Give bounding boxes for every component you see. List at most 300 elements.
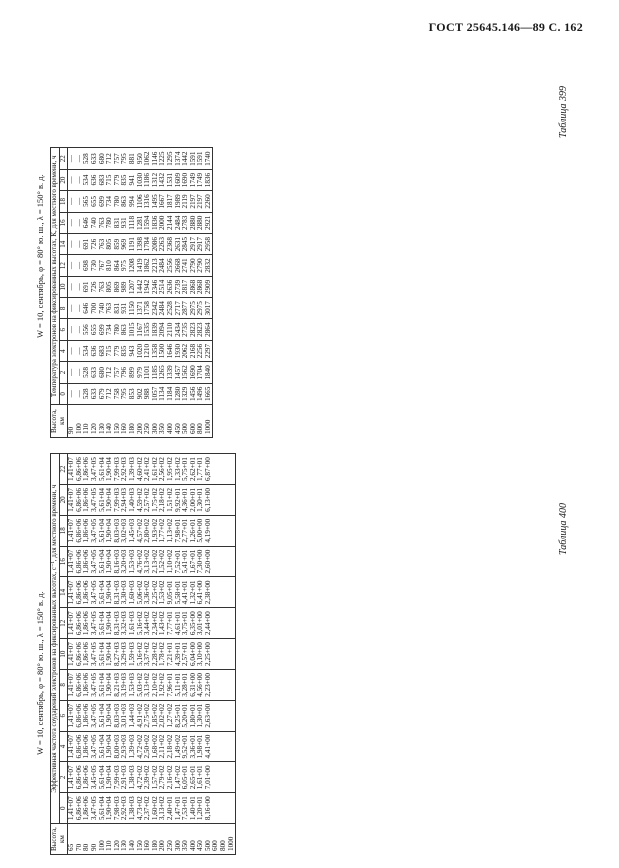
data-cell: 3,47+05 bbox=[89, 734, 98, 759]
data-cell: 636 bbox=[89, 345, 98, 357]
data-cell: 1704 bbox=[196, 365, 205, 380]
data-cell: 1,90+04 bbox=[105, 549, 114, 574]
data-cell: 740 bbox=[89, 217, 98, 229]
data-cell: 528 bbox=[82, 388, 91, 400]
data-cell: 1,77+02 bbox=[158, 518, 167, 543]
data-column bbox=[68, 212, 213, 233]
data-cell: 691 bbox=[82, 238, 91, 250]
data-column bbox=[68, 608, 236, 639]
data-cell: 835 bbox=[120, 345, 129, 357]
column-header: 2 bbox=[59, 362, 68, 383]
data-cell: 7,96+01 bbox=[165, 672, 174, 697]
data-cell: 1015 bbox=[127, 322, 136, 337]
data-cell: — bbox=[67, 304, 76, 312]
data-cell: 1,95+02 bbox=[165, 457, 174, 481]
data-cell: 3,36+01 bbox=[188, 734, 197, 759]
data-cell: 2342 bbox=[150, 301, 159, 316]
data-cell: 3,32+03 bbox=[120, 611, 129, 636]
data-cell: 1531 bbox=[165, 172, 174, 188]
data-cell: 2297 bbox=[203, 343, 212, 359]
data-cell: 680 bbox=[97, 367, 106, 378]
data-cell: 2,91+03 bbox=[120, 765, 129, 790]
data-cell: 2823 bbox=[188, 322, 197, 337]
column-header: 4 bbox=[59, 340, 68, 361]
data-cell: 2,77+01 bbox=[181, 518, 190, 543]
data-cell: 1,86+06 bbox=[82, 734, 91, 759]
data-cell: 7,52+01 bbox=[173, 549, 182, 574]
data-cell: — bbox=[74, 347, 83, 355]
data-cell: 655 bbox=[89, 196, 98, 207]
data-cell: 1817 bbox=[165, 194, 174, 209]
column-header: 18 bbox=[59, 515, 68, 546]
column-header: 22 bbox=[59, 148, 68, 169]
data-cell: 1432 bbox=[158, 172, 167, 188]
data-cell: 5,03+02 bbox=[135, 672, 144, 697]
data-cell: 7,99+03 bbox=[112, 488, 121, 512]
data-cell: — bbox=[67, 347, 76, 355]
data-cell: 4,73+02 bbox=[135, 796, 144, 821]
data-cell: 1,39+03 bbox=[127, 457, 136, 481]
data-cell: 975 bbox=[120, 260, 129, 271]
table-400-title: W = 10, сентябрь, φ = 80° ю. ш., λ = 150° в. д. bbox=[35, 591, 45, 755]
data-cell: 6,86+06 bbox=[74, 734, 83, 759]
data-column bbox=[68, 669, 236, 700]
data-cell: 556 bbox=[82, 324, 91, 336]
data-cell: 864 bbox=[112, 260, 121, 271]
table-400-wrapper bbox=[50, 453, 236, 855]
data-cell: 1456 bbox=[188, 386, 197, 401]
data-cell: 1442 bbox=[135, 279, 144, 295]
data-cell: 3,20+03 bbox=[120, 549, 129, 574]
height-cell: 300 bbox=[173, 840, 182, 851]
data-column bbox=[68, 577, 236, 608]
row-header-cell: Высота, км bbox=[51, 824, 68, 855]
data-cell: 902 bbox=[135, 388, 144, 400]
data-cell: 1442 bbox=[181, 151, 190, 166]
column-header: 4 bbox=[59, 731, 68, 762]
data-cell: 1594 bbox=[143, 215, 152, 230]
data-cell: 863 bbox=[120, 196, 129, 207]
data-cell: 2739 bbox=[173, 279, 182, 295]
data-cell: 1,33+02 bbox=[173, 457, 182, 481]
data-column bbox=[68, 793, 236, 824]
data-cell: 2,28+02 bbox=[150, 642, 159, 666]
data-cell: 1690 bbox=[181, 172, 190, 188]
data-cell: 805 bbox=[105, 238, 114, 250]
data-cell: 2000 bbox=[158, 215, 167, 230]
data-cell: 2880 bbox=[196, 215, 205, 230]
data-cell: 2,13+02 bbox=[150, 549, 159, 574]
data-column bbox=[68, 340, 213, 361]
data-cell: 863 bbox=[120, 324, 129, 336]
data-cell: 1,40+03 bbox=[127, 488, 136, 512]
data-cell: 712 bbox=[105, 153, 114, 165]
data-cell: 1184 bbox=[165, 386, 174, 401]
data-cell: 2434 bbox=[173, 322, 182, 337]
data-cell: 4,59+02 bbox=[135, 488, 144, 512]
height-cell: 160 bbox=[143, 840, 152, 851]
data-cell: 646 bbox=[82, 302, 91, 314]
data-cell: 1,75+02 bbox=[150, 488, 159, 512]
column-header: 8 bbox=[59, 298, 68, 319]
data-cell: 528 bbox=[82, 367, 91, 378]
data-cell: 1210 bbox=[143, 343, 152, 359]
data-cell: — bbox=[67, 390, 76, 398]
data-cell: 5,61+04 bbox=[97, 642, 106, 666]
data-cell: 4,91+02 bbox=[135, 703, 144, 728]
data-cell: 2,34+02 bbox=[150, 611, 159, 636]
data-cell: 1,86+06 bbox=[82, 457, 91, 481]
data-cell: 869 bbox=[112, 281, 121, 293]
data-cell: 1989 bbox=[173, 194, 182, 209]
data-cell: 1,86+06 bbox=[82, 672, 91, 697]
data-cell: 5,61+04 bbox=[97, 611, 106, 636]
data-cell: 740 bbox=[97, 302, 106, 314]
data-cell: 1,27+02 bbox=[165, 703, 174, 728]
data-cell: 7,53+01 bbox=[181, 796, 190, 821]
height-cell: 400 bbox=[165, 423, 174, 434]
data-cell: 1057 bbox=[150, 386, 159, 401]
data-cell: 780 bbox=[112, 324, 121, 336]
data-cell: 2845 bbox=[181, 237, 190, 252]
height-cell: 800 bbox=[196, 423, 205, 434]
data-cell: 3,01+03 bbox=[120, 703, 129, 728]
data-cell: 1185 bbox=[150, 365, 159, 380]
column-header: 6 bbox=[59, 319, 68, 340]
data-cell: 2790 bbox=[196, 258, 205, 273]
data-cell: 757 bbox=[112, 153, 121, 165]
data-cell: 1419 bbox=[135, 258, 144, 273]
data-cell: 1,53+02 bbox=[158, 580, 167, 605]
data-cell: 1,86+06 bbox=[82, 642, 91, 666]
data-cell: 2975 bbox=[196, 301, 205, 316]
data-column bbox=[68, 362, 213, 383]
data-column bbox=[68, 700, 236, 731]
data-cell: 4,36+01 bbox=[181, 488, 190, 512]
data-cell: 7,30+00 bbox=[196, 549, 205, 574]
data-cell: — bbox=[67, 368, 76, 377]
data-cell: 1784 bbox=[143, 237, 152, 252]
data-cell: 2790 bbox=[188, 258, 197, 273]
column-header: 12 bbox=[59, 255, 68, 276]
data-cell: 2735 bbox=[181, 322, 190, 337]
data-cell: 988 bbox=[143, 388, 152, 400]
data-cell: 1,60+03 bbox=[127, 580, 136, 605]
column-header: 16 bbox=[59, 546, 68, 577]
data-cell: 6,86+06 bbox=[74, 642, 83, 666]
data-cell: 5,16+02 bbox=[135, 611, 144, 636]
data-cell: 5,61+04 bbox=[97, 549, 106, 574]
data-cell: 1150 bbox=[127, 301, 136, 316]
column-header: 12 bbox=[59, 608, 68, 639]
data-cell: 1667 bbox=[158, 194, 167, 209]
data-cell: 6,05+01 bbox=[181, 765, 190, 790]
data-cell: 1,38+03 bbox=[127, 796, 136, 821]
data-cell: 3,13+02 bbox=[143, 549, 152, 574]
data-cell: 795 bbox=[120, 388, 129, 400]
data-cell: 763 bbox=[97, 217, 106, 229]
data-cell: 1562 bbox=[181, 365, 190, 380]
data-cell: 2921 bbox=[203, 215, 212, 230]
data-cell: 6,31+00 bbox=[188, 672, 197, 697]
data-cell: 1758 bbox=[143, 301, 152, 316]
data-cell: 1836 bbox=[203, 172, 212, 188]
data-cell: 2817 bbox=[181, 279, 190, 295]
height-cell: 100 bbox=[97, 840, 106, 851]
data-cell: 646 bbox=[82, 217, 91, 229]
data-cell: 1281 bbox=[135, 215, 144, 230]
data-cell: 1,41+07 bbox=[67, 518, 76, 543]
data-cell: 7,01+00 bbox=[203, 765, 212, 790]
column-header: 0 bbox=[59, 793, 68, 824]
data-cell: 7,21+01 bbox=[165, 642, 174, 666]
data-cell: 734 bbox=[105, 324, 114, 336]
height-cell: 160 bbox=[120, 423, 129, 434]
column-header: 10 bbox=[59, 276, 68, 297]
data-column bbox=[68, 515, 236, 546]
data-cell: 2783 bbox=[181, 215, 190, 230]
data-cell: — bbox=[74, 326, 83, 334]
data-cell: 712 bbox=[105, 388, 114, 400]
data-cell: 2,65+01 bbox=[188, 765, 197, 790]
data-cell: — bbox=[74, 176, 83, 184]
height-cell: 150 bbox=[135, 840, 144, 851]
data-cell: 1,26+01 bbox=[188, 518, 197, 543]
data-cell: 1,49+02 bbox=[173, 734, 182, 759]
data-cell: 1358 bbox=[150, 343, 159, 359]
data-cell: 763 bbox=[97, 238, 106, 250]
data-cell: — bbox=[74, 197, 83, 206]
data-cell: 2,23+00 bbox=[203, 672, 212, 697]
data-cell: 796 bbox=[120, 367, 129, 378]
data-cell: 2,80+02 bbox=[143, 518, 152, 543]
height-cell: 450 bbox=[196, 840, 205, 851]
data-cell: 1,90+04 bbox=[105, 672, 114, 697]
data-cell: 715 bbox=[105, 345, 114, 357]
height-cell: 800 bbox=[219, 840, 228, 851]
data-cell: 1,30+01 bbox=[196, 703, 205, 728]
data-cell: 1,86+06 bbox=[82, 549, 91, 574]
data-column bbox=[68, 383, 213, 404]
data-cell: 2668 bbox=[173, 258, 182, 273]
data-cell: 1836 bbox=[150, 215, 159, 230]
height-cell: 500 bbox=[181, 423, 190, 434]
data-cell: 7,98+01 bbox=[173, 518, 182, 543]
data-cell: 1,41+07 bbox=[67, 457, 76, 481]
data-column bbox=[68, 546, 236, 577]
data-cell: 2917 bbox=[188, 237, 197, 252]
data-cell: 1,90+04 bbox=[105, 518, 114, 543]
data-cell: 1,52+02 bbox=[158, 549, 167, 574]
data-cell: 1646 bbox=[165, 343, 174, 359]
data-cell: — bbox=[74, 155, 83, 163]
data-cell: 805 bbox=[105, 281, 114, 293]
data-column bbox=[68, 191, 213, 212]
data-cell: 1339 bbox=[165, 365, 174, 380]
data-cell: 2062 bbox=[181, 343, 190, 359]
data-cell: 2,38+00 bbox=[203, 580, 212, 605]
data-cell: 2528 bbox=[165, 301, 174, 316]
data-cell: 5,61+04 bbox=[97, 488, 106, 512]
data-cell: 1,32+01 bbox=[188, 580, 197, 605]
data-cell: 683 bbox=[97, 345, 106, 357]
data-cell: 3,30+03 bbox=[120, 580, 129, 605]
data-cell: 2,60+00 bbox=[203, 549, 212, 574]
data-cell: 4,56+00 bbox=[196, 672, 205, 697]
data-cell: 2,02+02 bbox=[158, 703, 167, 728]
data-cell: 3,47+05 bbox=[89, 611, 98, 636]
data-cell: — bbox=[67, 261, 76, 270]
data-cell: 8,27+03 bbox=[112, 642, 121, 666]
data-cell: 3,47+05 bbox=[89, 642, 98, 666]
data-cell: 5,11+01 bbox=[173, 673, 182, 697]
table-399-wrapper bbox=[50, 148, 213, 439]
data-cell: 2110 bbox=[165, 322, 174, 337]
data-cell: 795 bbox=[120, 153, 129, 165]
data-cell: 2086 bbox=[150, 237, 159, 252]
data-cell: 1371 bbox=[135, 301, 144, 316]
data-cell: 5,61+04 bbox=[97, 518, 106, 543]
data-cell: 2,10+02 bbox=[150, 672, 159, 697]
data-cell: 1,67+01 bbox=[188, 549, 197, 574]
data-cell: 1062 bbox=[143, 151, 152, 166]
data-cell: 5,61+04 bbox=[97, 457, 106, 481]
data-cell: 1295 bbox=[165, 151, 174, 166]
data-cell: 1,90+04 bbox=[105, 796, 114, 821]
data-cell: 1,86+06 bbox=[82, 611, 91, 636]
data-cell: 3017 bbox=[203, 301, 212, 316]
data-cell: 1749 bbox=[196, 172, 205, 188]
column-header: 16 bbox=[59, 212, 68, 233]
height-cell: 500 bbox=[203, 840, 212, 851]
data-cell: 699 bbox=[97, 196, 106, 207]
data-cell: 715 bbox=[105, 174, 114, 186]
data-cell: 1374 bbox=[173, 151, 182, 166]
table-399-title: W = 10, сентябрь, φ = 80° ю. ш., λ = 150° в. д. bbox=[35, 174, 45, 338]
height-cell: 200 bbox=[135, 423, 144, 434]
table-399-block bbox=[30, 50, 590, 438]
data-cell: — bbox=[67, 283, 76, 291]
data-cell: 989 bbox=[120, 281, 129, 293]
data-cell: 2484 bbox=[173, 215, 182, 230]
data-cell: 1312 bbox=[150, 172, 159, 188]
data-cell: 8,03+03 bbox=[112, 703, 121, 728]
data-column bbox=[68, 731, 236, 762]
data-cell: 1495 bbox=[150, 194, 159, 209]
data-cell: 691 bbox=[82, 281, 91, 293]
data-cell: 6,86+06 bbox=[74, 765, 83, 790]
data-cell: 1,90+04 bbox=[105, 457, 114, 481]
data-cell: 2,37+02 bbox=[143, 796, 152, 821]
height-cell: 250 bbox=[165, 840, 174, 851]
data-cell: 2864 bbox=[203, 322, 212, 337]
data-cell: 1930 bbox=[173, 343, 182, 359]
data-cell: — bbox=[74, 240, 83, 248]
column-header: 22 bbox=[59, 454, 68, 485]
data-cell: 2877 bbox=[181, 301, 190, 316]
data-cell: 1,86+06 bbox=[82, 703, 91, 728]
data-cell: 1500 bbox=[158, 343, 167, 359]
data-cell: 1225 bbox=[158, 151, 167, 166]
data-cell: 6,86+06 bbox=[74, 672, 83, 697]
data-cell: 4,41+01 bbox=[181, 580, 190, 605]
data-cell: 534 bbox=[82, 174, 91, 186]
data-cell: 780 bbox=[112, 196, 121, 207]
data-cell: 6,86+06 bbox=[74, 580, 83, 605]
data-cell: 1,41+07 bbox=[67, 765, 76, 790]
data-cell: 2484 bbox=[158, 258, 167, 273]
data-cell: 2,16+02 bbox=[165, 765, 174, 790]
column-header: 0 bbox=[59, 383, 68, 404]
data-column bbox=[68, 298, 213, 319]
table-400-number: Таблица 400 bbox=[558, 503, 569, 555]
data-cell: 1,57+02 bbox=[150, 765, 159, 790]
data-cell: 2,56+02 bbox=[158, 457, 167, 481]
height-cell: 400 bbox=[188, 840, 197, 851]
data-cell: 1,13+02 bbox=[165, 518, 174, 543]
data-cell: 1,86+06 bbox=[82, 518, 91, 543]
data-cell: 2144 bbox=[165, 215, 174, 230]
data-cell: 655 bbox=[89, 324, 98, 336]
data-column bbox=[68, 454, 236, 485]
data-cell: 2631 bbox=[173, 237, 182, 252]
data-cell: 1,38+03 bbox=[127, 765, 136, 790]
data-cell: 2260 bbox=[203, 194, 212, 209]
data-cell: — bbox=[74, 368, 83, 377]
data-cell: 2,18+02 bbox=[165, 734, 174, 759]
data-cell: 2636 bbox=[165, 279, 174, 295]
data-cell: 7,98+03 bbox=[112, 796, 121, 821]
data-cell: 2,92+03 bbox=[120, 457, 129, 481]
column-header: 14 bbox=[59, 577, 68, 608]
data-cell: 2,79+02 bbox=[158, 765, 167, 790]
data-cell: 2197 bbox=[188, 194, 197, 209]
data-cell: 5,20+01 bbox=[181, 703, 190, 728]
height-cell: 110 bbox=[105, 840, 114, 851]
data-cell: 1609 bbox=[173, 172, 182, 188]
data-cell: 7,99+03 bbox=[112, 765, 121, 790]
data-cell: 810 bbox=[105, 260, 114, 271]
data-cell: 2868 bbox=[188, 279, 197, 295]
column-header: 18 bbox=[59, 191, 68, 212]
data-cell: 1167 bbox=[135, 322, 144, 337]
data-cell: 1,41+07 bbox=[67, 611, 76, 636]
data-cell: 931 bbox=[120, 302, 129, 314]
height-cell: 140 bbox=[105, 423, 114, 434]
data-cell: 636 bbox=[89, 174, 98, 186]
data-column bbox=[68, 276, 213, 297]
data-cell: 1749 bbox=[188, 172, 197, 188]
data-cell: 969 bbox=[120, 238, 129, 250]
data-cell: 943 bbox=[127, 345, 136, 357]
data-cell: 881 bbox=[127, 153, 136, 165]
data-cell: 1,78+02 bbox=[158, 642, 167, 666]
column-header: 2 bbox=[59, 762, 68, 793]
data-cell: 2197 bbox=[196, 194, 205, 209]
data-cell: 8,25+01 bbox=[173, 703, 182, 728]
data-cell: 1,60+02 bbox=[150, 796, 159, 821]
data-cell: 4,72+02 bbox=[135, 734, 144, 759]
data-cell: — bbox=[74, 261, 83, 270]
data-cell: 1,90+04 bbox=[105, 580, 114, 605]
data-column bbox=[68, 485, 236, 516]
data-cell: 1,41+07 bbox=[67, 549, 76, 574]
data-cell: 8,00+03 bbox=[112, 734, 121, 759]
data-column bbox=[68, 639, 236, 670]
data-cell: 1,20+01 bbox=[196, 796, 205, 821]
column-header: 10 bbox=[59, 639, 68, 670]
data-cell: 700 bbox=[89, 302, 98, 314]
